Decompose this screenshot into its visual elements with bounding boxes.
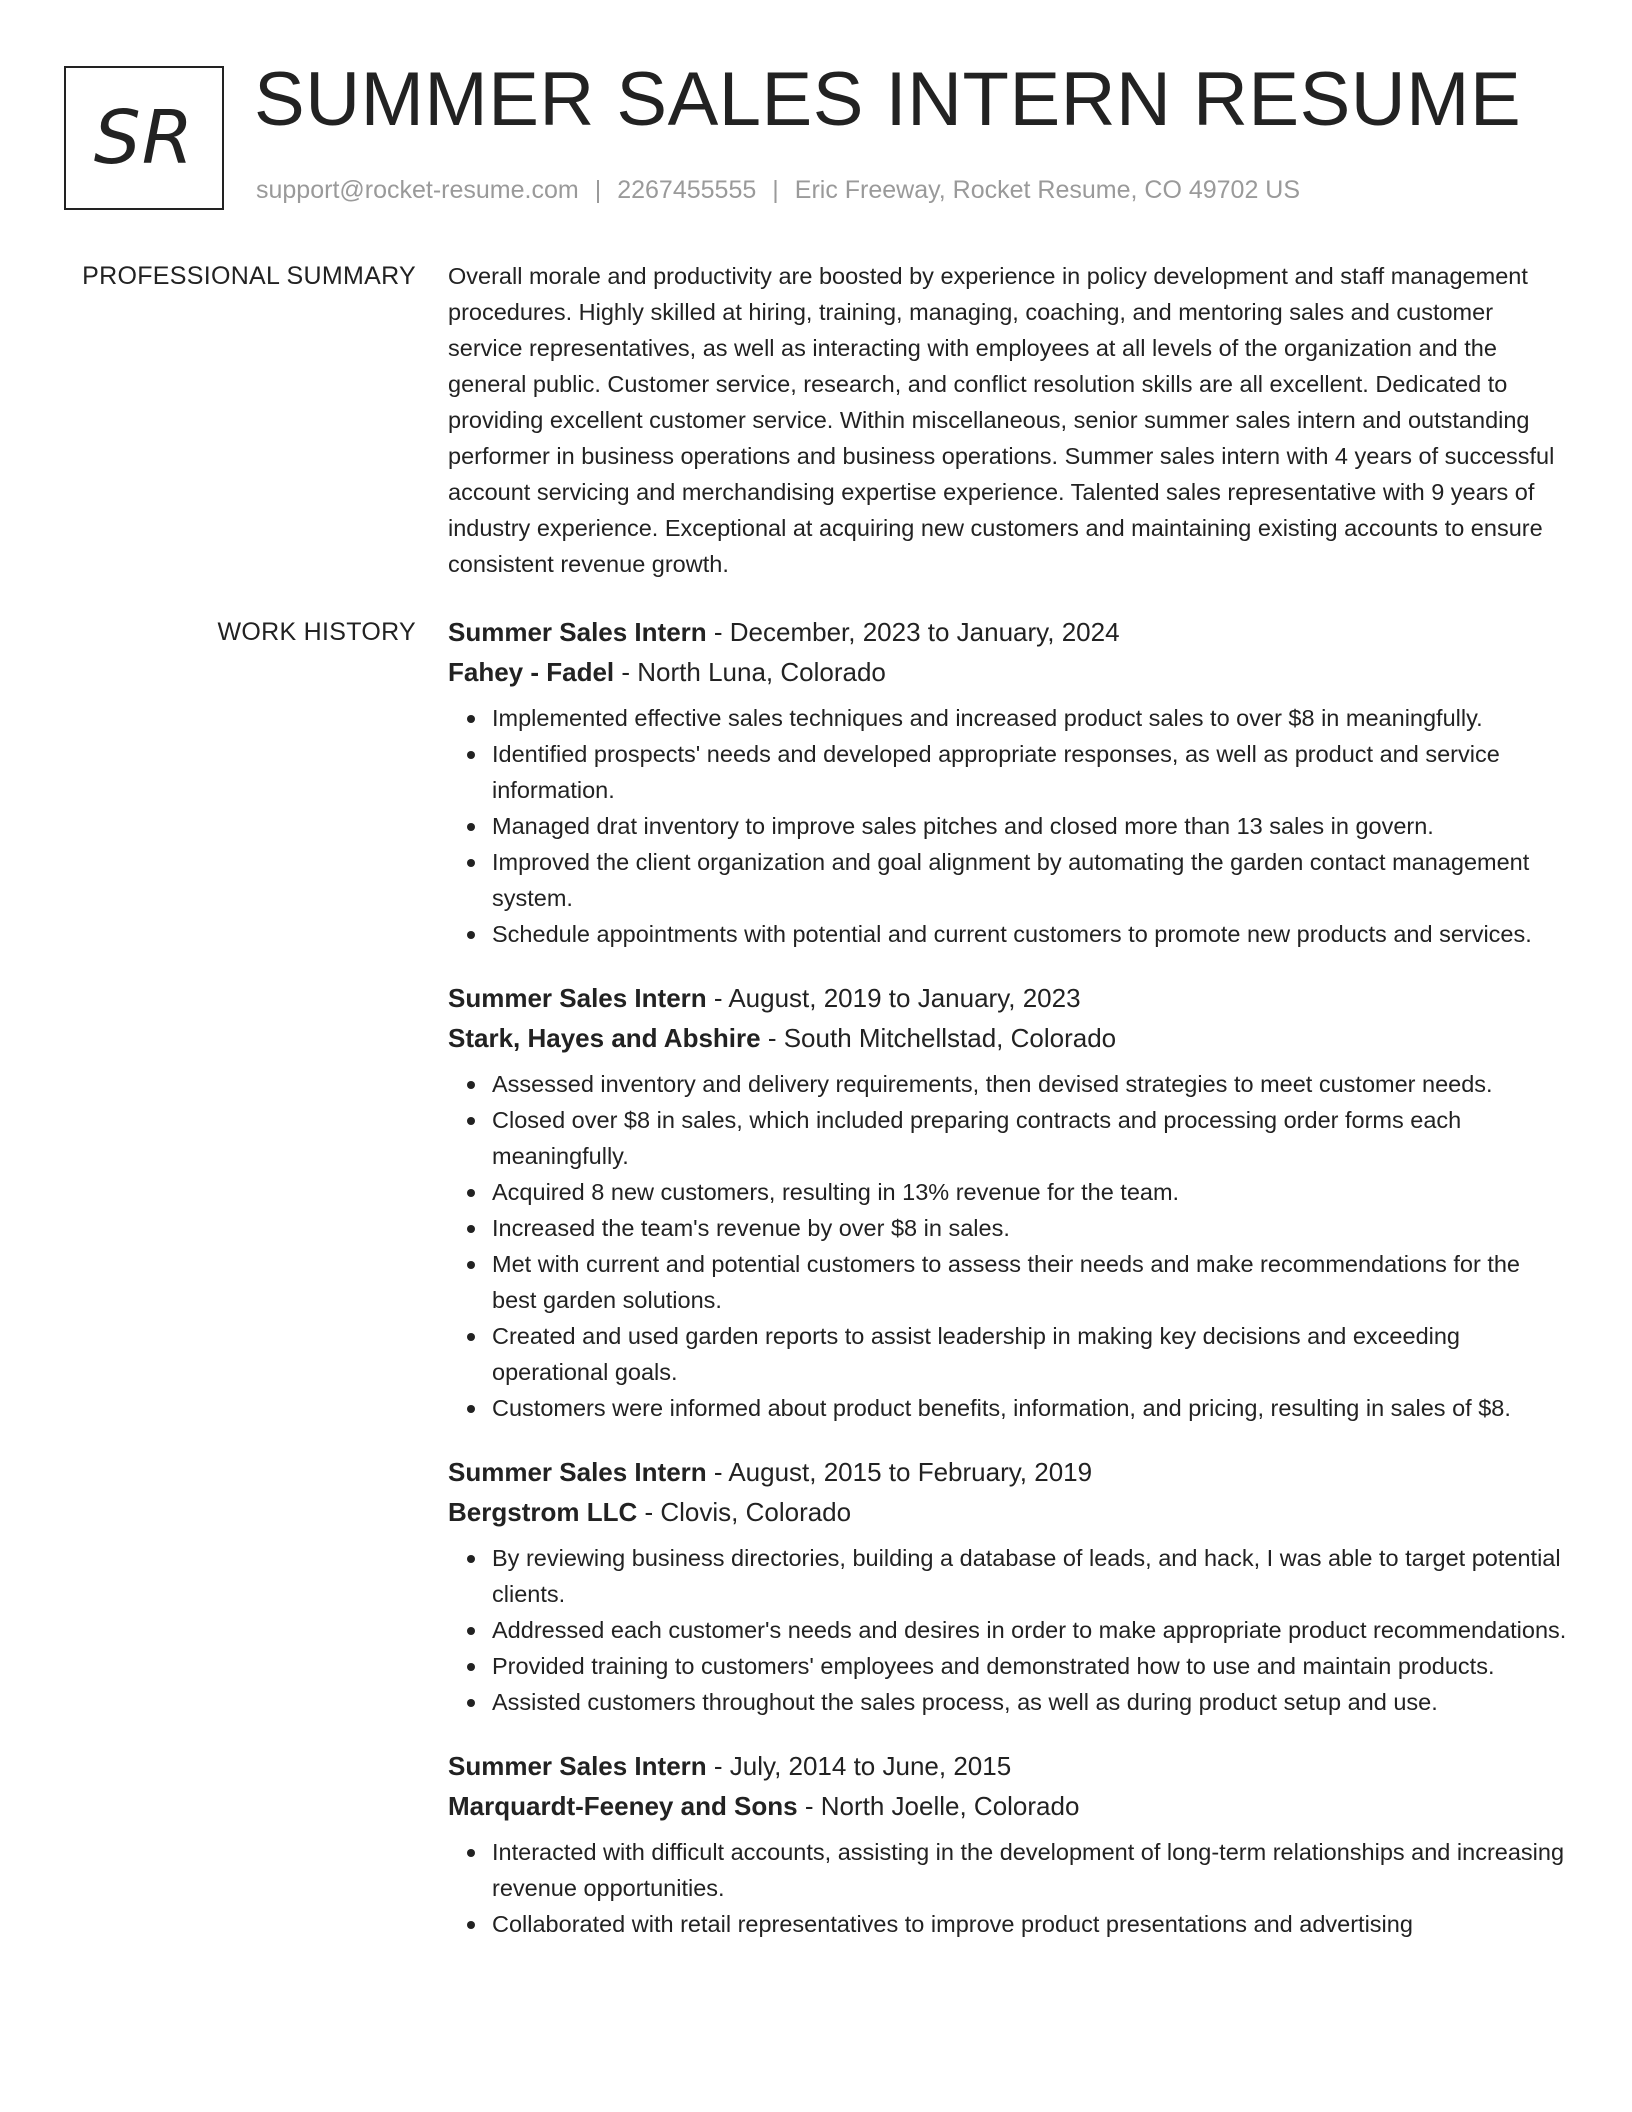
- job-bullet: Increased the team's revenue by over $8 in sales.: [492, 1210, 1568, 1246]
- monogram-logo: [64, 66, 224, 210]
- job-dates: - August, 2019 to January, 2023: [706, 983, 1081, 1013]
- summary-text: Overall morale and productivity are boosted by experience in policy development and staff management procedures. Highly skilled at hiring, training, managing, coaching, and mentoring sales and customer service representatives, as well as interacting with employees at all levels of the organization and the general public. Customer service, research, and conflict resolution skills are all excellent. Dedicated to providing excellent customer service. Within miscellaneous, senior summer sales intern and outstanding performer in business operations and business operations. Summer sales intern with 4 years of successful account servicing and merchandising expertise experience. Talented sales representative with 9 years of industry experience. Exceptional at acquiring new customers and maintaining existing accounts to ensure consistent revenue growth.: [448, 263, 1555, 577]
- job-location: - North Joelle, Colorado: [797, 1791, 1080, 1821]
- contact-line: [256, 176, 1300, 205]
- job-title-line: [448, 1746, 1568, 1786]
- contact-phone: 2267455555: [617, 176, 757, 204]
- job-bullet: Schedule appointments with potential and current customers to promote new products and services.: [492, 916, 1568, 952]
- job-bullet: Closed over $8 in sales, which included preparing contracts and processing order forms each meaningfully.: [492, 1102, 1568, 1174]
- job-title: Summer Sales Intern: [448, 983, 707, 1013]
- job-company: Fahey - Fadel: [448, 657, 615, 687]
- job-dates: - December, 2023 to January, 2024: [706, 617, 1120, 647]
- job-entry: [448, 612, 1568, 952]
- job-entry: [448, 978, 1568, 1426]
- job-bullet: Identified prospects' needs and developed appropriate responses, as well as product and service information.: [492, 736, 1568, 808]
- job-bullet: Assisted customers throughout the sales process, as well as during product setup and use.: [492, 1684, 1568, 1720]
- job-bullet-list: [448, 1540, 1568, 1720]
- job-list: [448, 612, 1568, 1968]
- contact-address: Eric Freeway, Rocket Resume, CO 49702 US: [794, 176, 1301, 204]
- job-bullet: Collaborated with retail representatives to improve product presentations and advertising: [492, 1906, 1568, 1942]
- job-bullet: Implemented effective sales techniques and increased product sales to over $8 in meaningfully.: [492, 700, 1568, 736]
- job-bullet: Assessed inventory and delivery requirements, then devised strategies to meet customer needs.: [492, 1066, 1568, 1102]
- job-location: - Clovis, Colorado: [637, 1497, 852, 1527]
- job-bullet: Customers were informed about product benefits, information, and pricing, resulting in sales of $8.: [492, 1390, 1568, 1426]
- job-entry: [448, 1746, 1568, 1942]
- job-bullet: Addressed each customer's needs and desires in order to make appropriate product recommendations.: [492, 1612, 1568, 1648]
- job-bullet: Provided training to customers' employees and demonstrated how to use and maintain products.: [492, 1648, 1568, 1684]
- job-title: Summer Sales Intern: [448, 617, 707, 647]
- job-company-line: [448, 652, 1568, 692]
- work-history-heading: WORK HISTORY: [217, 618, 416, 646]
- summary-heading: PROFESSIONAL SUMMARY: [82, 262, 416, 290]
- job-company: Stark, Hayes and Abshire: [448, 1023, 761, 1053]
- job-bullet: Improved the client organization and goal alignment by automating the garden contact management system.: [492, 844, 1568, 916]
- job-bullet: Managed drat inventory to improve sales pitches and closed more than 13 sales in govern.: [492, 808, 1568, 844]
- job-dates: - July, 2014 to June, 2015: [706, 1751, 1012, 1781]
- job-dates: - August, 2015 to February, 2019: [706, 1457, 1093, 1487]
- contact-separator: |: [594, 176, 602, 204]
- job-title-line: [448, 978, 1568, 1018]
- job-title-line: [448, 1452, 1568, 1492]
- job-company-line: [448, 1492, 1568, 1532]
- job-company-line: [448, 1018, 1568, 1058]
- job-title-line: [448, 612, 1568, 652]
- job-bullet-list: [448, 1066, 1568, 1426]
- job-bullet-list: [448, 1834, 1568, 1942]
- job-company-line: [448, 1786, 1568, 1826]
- job-location: - North Luna, Colorado: [614, 657, 886, 687]
- job-bullet: By reviewing business directories, building a database of leads, and hack, I was able to target potential clients.: [492, 1540, 1568, 1612]
- resume-title: SUMMER SALES INTERN RESUME: [254, 57, 1522, 142]
- job-bullet: Created and used garden reports to assist leadership in making key decisions and exceeding operational goals.: [492, 1318, 1568, 1390]
- contact-email: support@rocket-resume.com: [256, 176, 579, 204]
- job-company: Bergstrom LLC: [448, 1497, 638, 1527]
- job-title: Summer Sales Intern: [448, 1457, 707, 1487]
- job-location: - South Mitchellstad, Colorado: [760, 1023, 1117, 1053]
- job-title: Summer Sales Intern: [448, 1751, 707, 1781]
- contact-separator: |: [772, 176, 779, 204]
- job-bullet-list: [448, 700, 1568, 952]
- monogram-initials: SR: [93, 95, 195, 181]
- job-entry: [448, 1452, 1568, 1720]
- job-bullet: Interacted with difficult accounts, assisting in the development of long-term relationships and increasing revenue opportunities.: [492, 1834, 1568, 1906]
- job-bullet: Acquired 8 new customers, resulting in 13% revenue for the team.: [492, 1174, 1568, 1210]
- job-company: Marquardt-Feeney and Sons: [448, 1791, 798, 1821]
- job-bullet: Met with current and potential customers to assess their needs and make recommendations for the best garden solutions.: [492, 1246, 1568, 1318]
